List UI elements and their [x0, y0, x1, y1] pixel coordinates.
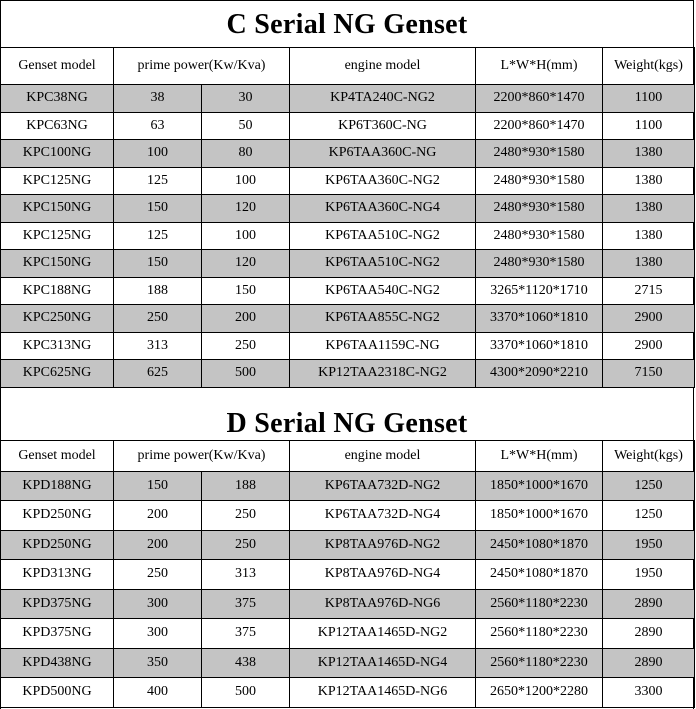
table-row: [1, 501, 695, 531]
cell-kw: 38: [114, 85, 202, 113]
cell-kva: 375: [202, 619, 290, 649]
cell-engine-model: KP8TAA976D-NG2: [290, 530, 476, 560]
cell-dimensions: 4300*2090*2210: [476, 360, 603, 388]
cell-weight: 1950: [603, 530, 695, 560]
cell-kw: 250: [114, 305, 202, 333]
cell-kva: 80: [202, 140, 290, 168]
cell-engine-model: KP6TAA510C-NG2: [290, 250, 476, 278]
table-row: [1, 167, 695, 195]
cell-weight: 1380: [603, 167, 695, 195]
cell-genset-model: KPD313NG: [1, 560, 114, 590]
cell-kva: 100: [202, 167, 290, 195]
cell-weight: 1950: [603, 560, 695, 590]
cell-genset-model: KPC63NG: [1, 112, 114, 140]
cell-weight: 1250: [603, 471, 695, 501]
cell-dimensions: 1850*1000*1670: [476, 471, 603, 501]
cell-engine-model: KP8TAA976D-NG6: [290, 589, 476, 619]
cell-genset-model: KPC125NG: [1, 222, 114, 250]
table-row: [1, 619, 695, 649]
cell-dimensions: 2480*930*1580: [476, 140, 603, 168]
header-prime-power: prime power(Kw/Kva): [114, 48, 290, 85]
header-genset-model: Genset model: [1, 440, 114, 471]
cell-dimensions: 3265*1120*1710: [476, 277, 603, 305]
cell-dimensions: 2450*1080*1870: [476, 560, 603, 590]
header-prime-power: prime power(Kw/Kva): [114, 440, 290, 471]
cell-dimensions: 2480*930*1580: [476, 195, 603, 223]
cell-kw: 300: [114, 619, 202, 649]
cell-genset-model: KPD250NG: [1, 501, 114, 531]
table-row: [1, 560, 695, 590]
cell-dimensions: 2650*1200*2280: [476, 678, 603, 708]
cell-kva: 100: [202, 222, 290, 250]
cell-kw: 188: [114, 277, 202, 305]
cell-weight: 1100: [603, 85, 695, 113]
cell-genset-model: KPC250NG: [1, 305, 114, 333]
cell-engine-model: KP12TAA1465D-NG6: [290, 678, 476, 708]
table-row: [1, 360, 695, 388]
cell-weight: 2715: [603, 277, 695, 305]
table-row: [1, 678, 695, 708]
table-row: [1, 195, 695, 223]
c-serial-table: [0, 47, 695, 388]
cell-kva: 188: [202, 471, 290, 501]
cell-kva: 200: [202, 305, 290, 333]
table-row: [1, 277, 695, 305]
table-row: [1, 305, 695, 333]
table-row: [1, 589, 695, 619]
cell-dimensions: 2200*860*1470: [476, 85, 603, 113]
cell-kw: 200: [114, 530, 202, 560]
cell-kva: 120: [202, 250, 290, 278]
cell-kva: 50: [202, 112, 290, 140]
cell-kva: 500: [202, 678, 290, 708]
cell-genset-model: KPC125NG: [1, 167, 114, 195]
cell-dimensions: 3370*1060*1810: [476, 332, 603, 360]
cell-kva: 438: [202, 648, 290, 678]
cell-dimensions: 2480*930*1580: [476, 222, 603, 250]
cell-dimensions: 2480*930*1580: [476, 167, 603, 195]
cell-dimensions: 2560*1180*2230: [476, 648, 603, 678]
cell-weight: 1380: [603, 222, 695, 250]
cell-genset-model: KPC38NG: [1, 85, 114, 113]
cell-engine-model: KP12TAA1465D-NG4: [290, 648, 476, 678]
cell-kva: 30: [202, 85, 290, 113]
cell-dimensions: 2450*1080*1870: [476, 530, 603, 560]
cell-weight: 2900: [603, 332, 695, 360]
cell-engine-model: KP12TAA1465D-NG2: [290, 619, 476, 649]
cell-kva: 250: [202, 332, 290, 360]
table-row: [1, 140, 695, 168]
d-serial-title: D Serial NG Genset: [226, 407, 468, 439]
header-weight: Weight(kgs): [603, 440, 695, 471]
cell-genset-model: KPC150NG: [1, 250, 114, 278]
cell-kva: 120: [202, 195, 290, 223]
cell-engine-model: KP12TAA2318C-NG2: [290, 360, 476, 388]
table-row: [1, 250, 695, 278]
c-header-row: [1, 48, 695, 85]
cell-dimensions: 1850*1000*1670: [476, 501, 603, 531]
cell-dimensions: 2480*930*1580: [476, 250, 603, 278]
header-dimensions: L*W*H(mm): [476, 48, 603, 85]
cell-weight: 7150: [603, 360, 695, 388]
header-engine-model: engine model: [290, 48, 476, 85]
cell-weight: 1250: [603, 501, 695, 531]
cell-engine-model: KP6TAA540C-NG2: [290, 277, 476, 305]
c-serial-title: C Serial NG Genset: [1, 0, 693, 47]
d-header-row: [1, 440, 695, 471]
d-serial-table: [0, 440, 695, 708]
table-row: [1, 222, 695, 250]
table-row: [1, 648, 695, 678]
cell-kw: 200: [114, 501, 202, 531]
cell-genset-model: KPD375NG: [1, 589, 114, 619]
cell-genset-model: KPD375NG: [1, 619, 114, 649]
cell-weight: 2900: [603, 305, 695, 333]
cell-engine-model: KP6TAA360C-NG: [290, 140, 476, 168]
cell-kw: 150: [114, 471, 202, 501]
cell-engine-model: KP6TAA360C-NG4: [290, 195, 476, 223]
cell-genset-model: KPD500NG: [1, 678, 114, 708]
cell-dimensions: 2560*1180*2230: [476, 589, 603, 619]
c-table-body: [1, 85, 695, 388]
cell-engine-model: KP6TAA732D-NG4: [290, 501, 476, 531]
cell-kva: 375: [202, 589, 290, 619]
cell-engine-model: KP6TAA855C-NG2: [290, 305, 476, 333]
cell-kw: 125: [114, 222, 202, 250]
header-dimensions: L*W*H(mm): [476, 440, 603, 471]
cell-genset-model: KPD438NG: [1, 648, 114, 678]
cell-engine-model: KP6T360C-NG: [290, 112, 476, 140]
cell-kva: 150: [202, 277, 290, 305]
cell-weight: 1380: [603, 140, 695, 168]
header-engine-model: engine model: [290, 440, 476, 471]
cell-weight: 2890: [603, 589, 695, 619]
cell-kw: 150: [114, 250, 202, 278]
cell-kw: 313: [114, 332, 202, 360]
cell-genset-model: KPC313NG: [1, 332, 114, 360]
cell-genset-model: KPC625NG: [1, 360, 114, 388]
table-row: [1, 112, 695, 140]
cell-dimensions: 3370*1060*1810: [476, 305, 603, 333]
cell-kw: 625: [114, 360, 202, 388]
cell-weight: 1380: [603, 195, 695, 223]
cell-kw: 100: [114, 140, 202, 168]
cell-kva: 250: [202, 530, 290, 560]
cell-kw: 63: [114, 112, 202, 140]
cell-kva: 250: [202, 501, 290, 531]
cell-kw: 250: [114, 560, 202, 590]
cell-kw: 300: [114, 589, 202, 619]
cell-engine-model: KP6TAA732D-NG2: [290, 471, 476, 501]
cell-genset-model: KPC188NG: [1, 277, 114, 305]
table-row: [1, 332, 695, 360]
cell-weight: 2890: [603, 619, 695, 649]
cell-weight: 3300: [603, 678, 695, 708]
cell-kw: 125: [114, 167, 202, 195]
cell-engine-model: KP4TA240C-NG2: [290, 85, 476, 113]
cell-kva: 500: [202, 360, 290, 388]
cell-engine-model: KP6TAA360C-NG2: [290, 167, 476, 195]
cell-engine-model: KP6TAA510C-NG2: [290, 222, 476, 250]
cell-engine-model: KP6TAA1159C-NG: [290, 332, 476, 360]
cell-genset-model: KPD250NG: [1, 530, 114, 560]
cell-weight: 1100: [603, 112, 695, 140]
cell-weight: 1380: [603, 250, 695, 278]
d-table-body: [1, 471, 695, 707]
cell-dimensions: 2200*860*1470: [476, 112, 603, 140]
cell-kw: 150: [114, 195, 202, 223]
header-weight: Weight(kgs): [603, 48, 695, 85]
table-row: [1, 471, 695, 501]
cell-kw: 400: [114, 678, 202, 708]
cell-kw: 350: [114, 648, 202, 678]
cell-kva: 313: [202, 560, 290, 590]
cell-dimensions: 2560*1180*2230: [476, 619, 603, 649]
table-row: [1, 85, 695, 113]
header-genset-model: Genset model: [1, 48, 114, 85]
cell-weight: 2890: [603, 648, 695, 678]
cell-genset-model: KPC150NG: [1, 195, 114, 223]
table-row: [1, 530, 695, 560]
cell-genset-model: KPD188NG: [1, 471, 114, 501]
cell-genset-model: KPC100NG: [1, 140, 114, 168]
cell-engine-model: KP8TAA976D-NG4: [290, 560, 476, 590]
